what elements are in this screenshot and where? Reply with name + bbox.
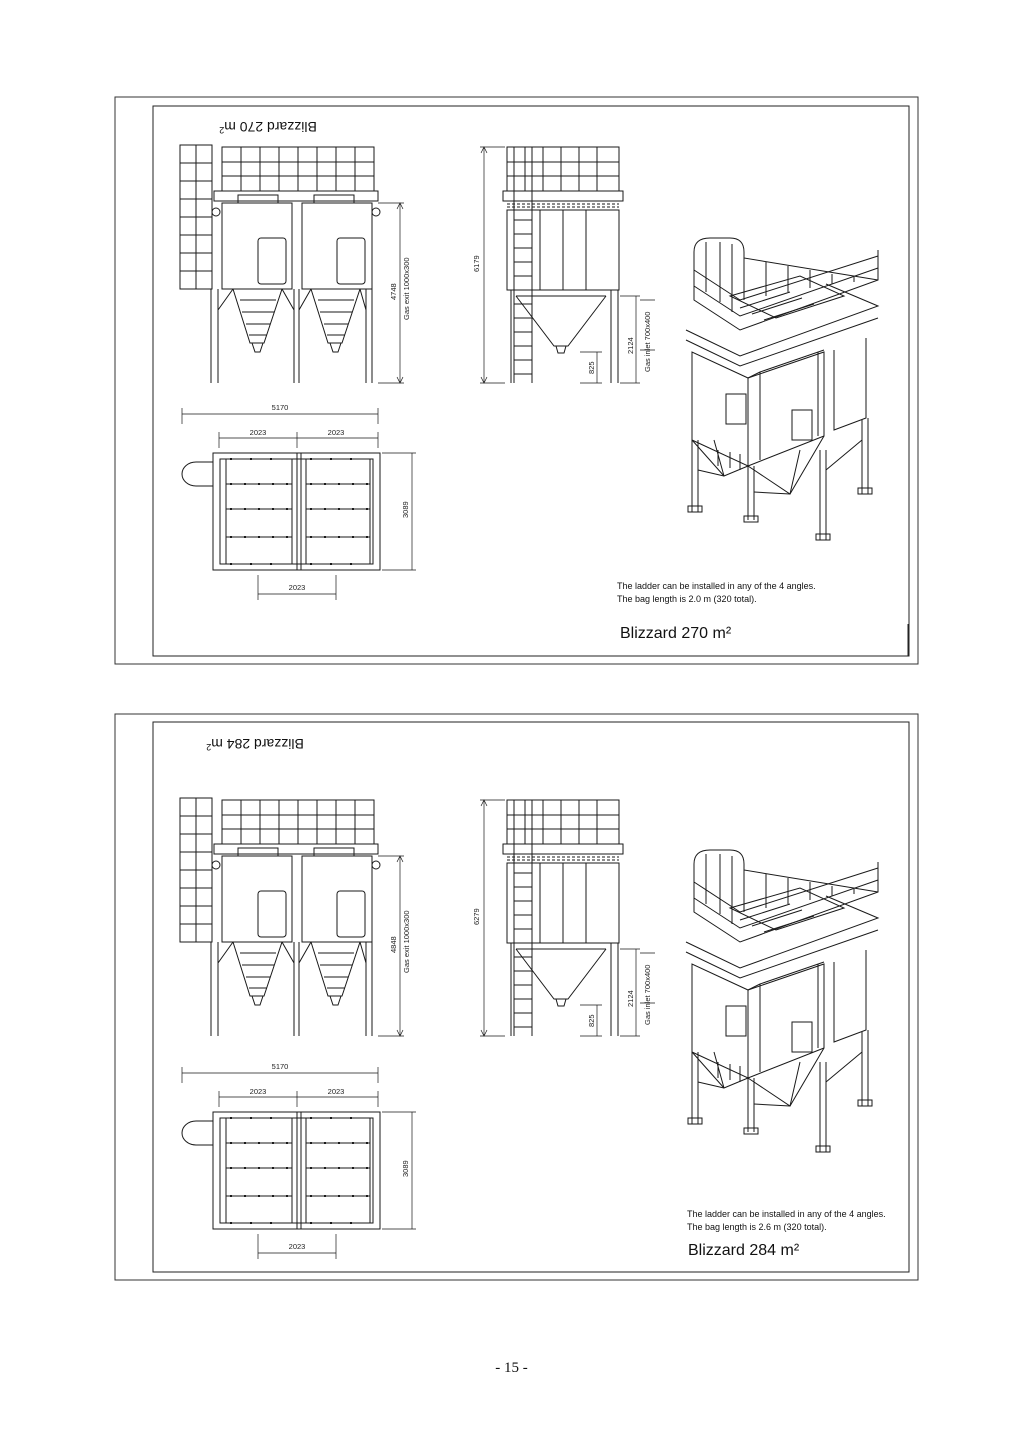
side-dim-b: 825 — [587, 361, 596, 374]
plan-bottom-dim: 2023 — [288, 1242, 306, 1251]
side-dim-a: 2124 — [626, 990, 635, 1007]
front-height-dim: 4748 — [389, 283, 398, 300]
plan-right-dim: 2023 — [327, 1087, 345, 1096]
front-gas-exit: Gas exit 1000x300 — [402, 910, 411, 973]
plan-left-dim: 2023 — [249, 428, 267, 437]
flipped-title: Blizzard 270 $m^2$ — [219, 119, 317, 135]
drawing-caption: Blizzard 284 m² — [688, 1242, 800, 1259]
note-bag-length: The bag length is 2.0 m (320 total). — [617, 594, 757, 604]
plan-width-dim: 5170 — [271, 403, 289, 412]
front-gas-exit: Gas exit 1000x300 — [402, 257, 411, 320]
side-height-dim: 6279 — [472, 908, 481, 925]
front-view — [180, 145, 404, 383]
front-view — [180, 798, 404, 1036]
plan-right-dim: 2023 — [327, 428, 345, 437]
note-bag-length: The bag length is 2.6 m (320 total). — [687, 1222, 827, 1232]
note-ladder: The ladder can be installed in any of the 4 angles. — [687, 1209, 886, 1219]
drawing-outer-frame — [115, 97, 918, 664]
side-dim-b: 825 — [587, 1014, 596, 1027]
plan-depth-dim: 3089 — [401, 501, 410, 518]
drawing-caption: Blizzard 270 m² — [620, 625, 732, 642]
plan-depth-dim: 3089 — [401, 1160, 410, 1177]
flipped-title: Blizzard 284 $m^2$ — [206, 736, 304, 752]
drawing-inner-frame — [153, 106, 909, 656]
plan-view — [182, 1067, 416, 1259]
side-gas-inlet: Gas inlet 700x400 — [643, 311, 652, 372]
isometric-view — [686, 850, 878, 1152]
side-dim-a: 2124 — [626, 337, 635, 354]
plan-left-dim: 2023 — [249, 1087, 267, 1096]
drawing-outer-frame — [115, 714, 918, 1280]
drawing-blizzard-284 — [115, 714, 918, 1280]
isometric-view — [686, 238, 878, 540]
plan-view — [182, 408, 416, 600]
drawing-inner-frame — [153, 722, 909, 1272]
side-height-dim: 6179 — [472, 255, 481, 272]
side-gas-inlet: Gas inlet 700x400 — [643, 964, 652, 1025]
front-height-dim: 4848 — [389, 936, 398, 953]
note-ladder: The ladder can be installed in any of the 4 angles. — [617, 581, 816, 591]
plan-bottom-dim: 2023 — [288, 583, 306, 592]
page-number: - 15 - — [495, 1360, 528, 1376]
drawing-blizzard-270 — [115, 97, 918, 664]
plan-width-dim: 5170 — [271, 1062, 289, 1071]
